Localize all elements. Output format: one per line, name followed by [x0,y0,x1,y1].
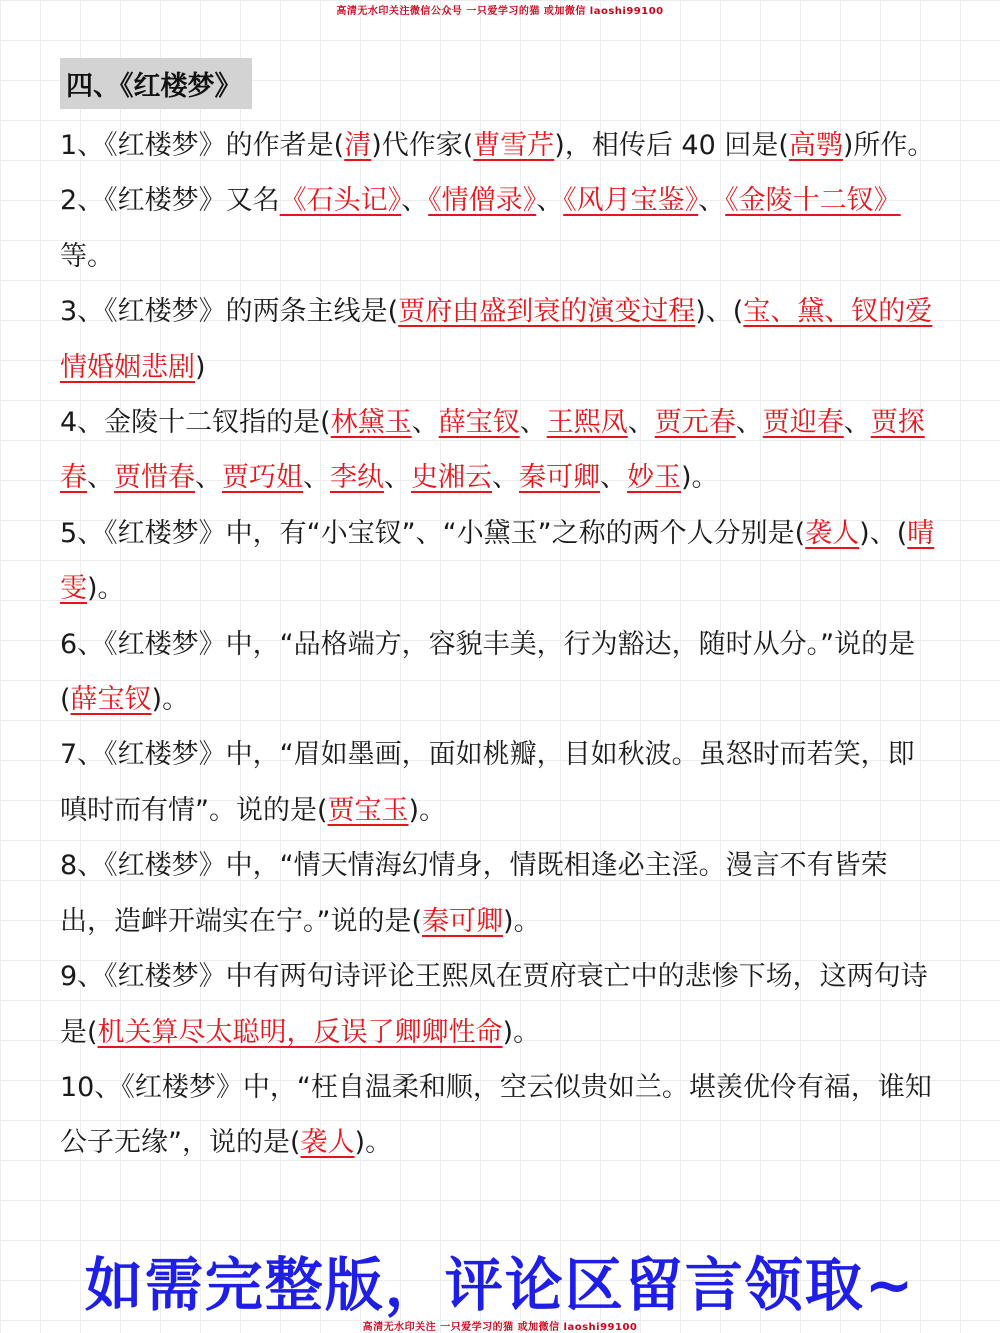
question-item [60,727,940,838]
question-item [60,838,940,949]
question-text: 5、《红楼梦》中，有“小宝钗”、“小黛玉”之称的两个人分别是( [60,517,806,549]
question-text: )代作家( [371,130,474,161]
question-item [60,173,940,284]
question-item [60,1060,940,1171]
answer-text: 《石头记》 [279,185,402,217]
question-text: )。 [354,1127,393,1159]
question-text: )所作。 [842,130,935,161]
question-text: 6、《红楼梦》中，“品格端方，容貌丰美，行为豁达，随时从分。”说的是( [60,628,916,716]
question-text: 、 [627,407,655,439]
answer-text: 《风月宝鉴》 [563,185,699,217]
answer-text: 贾迎春 [762,407,844,439]
question-text: 3、《红楼梦》的两条主线是( [60,296,399,328]
answer-text: 秦可卿 [519,462,600,494]
question-text: 2、《红楼梦》又名 [60,185,280,217]
answer-text: 贾巧姐 [222,462,303,494]
question-text: 9、《红楼梦》中有两句诗评论王熙凤在贾府衰亡中的悲惨下场，这两句诗是( [60,961,928,1048]
question-text: 7、《红楼梦》中，“眉如墨画，面如桃瓣，目如秋波。虽怒时而若笑，即嗔时而有情”。说的是( [60,739,915,826]
question-text: )。 [408,794,447,826]
question-item [60,395,940,506]
question-text: )。 [681,462,719,494]
question-text: 、 [698,185,726,217]
answer-text: 曹雪芹 [473,130,555,161]
answer-text: 袭人 [300,1127,355,1159]
answer-text: 贾探春 [60,407,925,494]
question-text: 、 [87,462,114,494]
question-text: )，相传后 40 回是( [554,130,789,161]
question-text: 、 [519,407,547,439]
answer-text: 袭人 [805,517,860,549]
section-title: 四、《红楼梦》 [60,58,252,109]
answer-text: 史湘云 [411,462,492,494]
answer-text: 高鹗 [788,130,843,161]
answer-text: 妙玉 [627,462,681,494]
question-text: 10、《红楼梦》中，“枉自温柔和顺，空云似贵如兰。堪羡优伶有福，谁知公子无缘”，说的是( [60,1071,932,1159]
answer-text: 薛宝钗 [70,684,152,716]
answer-text: 林黛玉 [330,407,412,439]
question-text: 、 [195,462,222,494]
question-list [60,118,940,1171]
question-item [60,617,940,728]
watermark-bottom: 高清无水印关注 一只爱学习的猫 或加微信 laoshi99100 [362,1322,638,1333]
answer-text: 薛宝钗 [438,407,520,439]
watermark-top: 高清无水印关注微信公众号 一只爱学习的猫 或加微信 laoshi99100 [336,6,664,17]
answer-text: 清 [344,130,372,161]
answer-text: 贾宝玉 [327,794,409,826]
question-text: 、 [600,462,627,494]
question-text: 、 [303,462,330,494]
question-text: ) [195,351,206,383]
answer-text: 李纨 [330,462,384,494]
answer-text: 王熙凤 [546,407,628,439]
answer-text: 秦可卿 [422,905,504,937]
question-text: 4、金陵十二钗指的是( [60,407,331,439]
answer-text: 晴雯 [60,517,935,605]
question-text: )、( [859,517,908,549]
answer-text: 宝、黛、钗的爱情婚姻悲剧 [60,296,933,383]
question-text: )、( [695,296,744,328]
answer-text: 机关算尽太聪明，反误了卿卿性命 [97,1016,503,1048]
question-item [60,949,940,1060]
question-text: )。 [502,1016,541,1048]
answer-text: 贾府由盛到衰的演变过程 [398,296,696,328]
question-text: )。 [87,573,125,605]
question-item [60,284,940,395]
question-text: 、 [492,462,519,494]
question-text: 1、《红楼梦》的作者是( [60,130,345,161]
question-text: 等。 [60,240,114,272]
question-text: )。 [151,684,190,716]
question-item [60,118,940,173]
answer-text: 《情僧录》 [428,185,537,217]
question-item [60,506,940,617]
answer-text: 贾元春 [654,407,736,439]
question-text: 、 [536,185,564,217]
question-text: 、 [384,462,411,494]
question-text: 、 [411,407,439,439]
footer-call-to-action: 如需完整版，评论区留言领取~ [84,1251,916,1319]
question-text: )。 [503,905,541,937]
question-text: 、 [735,407,763,439]
answer-text: 《金陵十二钗》 [725,185,901,217]
question-text: 8、《红楼梦》中，“情天情海幻情身，情既相逢必主淫。漫言不有皆荣出，造衅开端实在宁。”说的是( [60,850,888,937]
question-text: 、 [401,185,429,217]
question-text: 、 [843,407,871,439]
answer-text: 贾惜春 [114,462,195,494]
